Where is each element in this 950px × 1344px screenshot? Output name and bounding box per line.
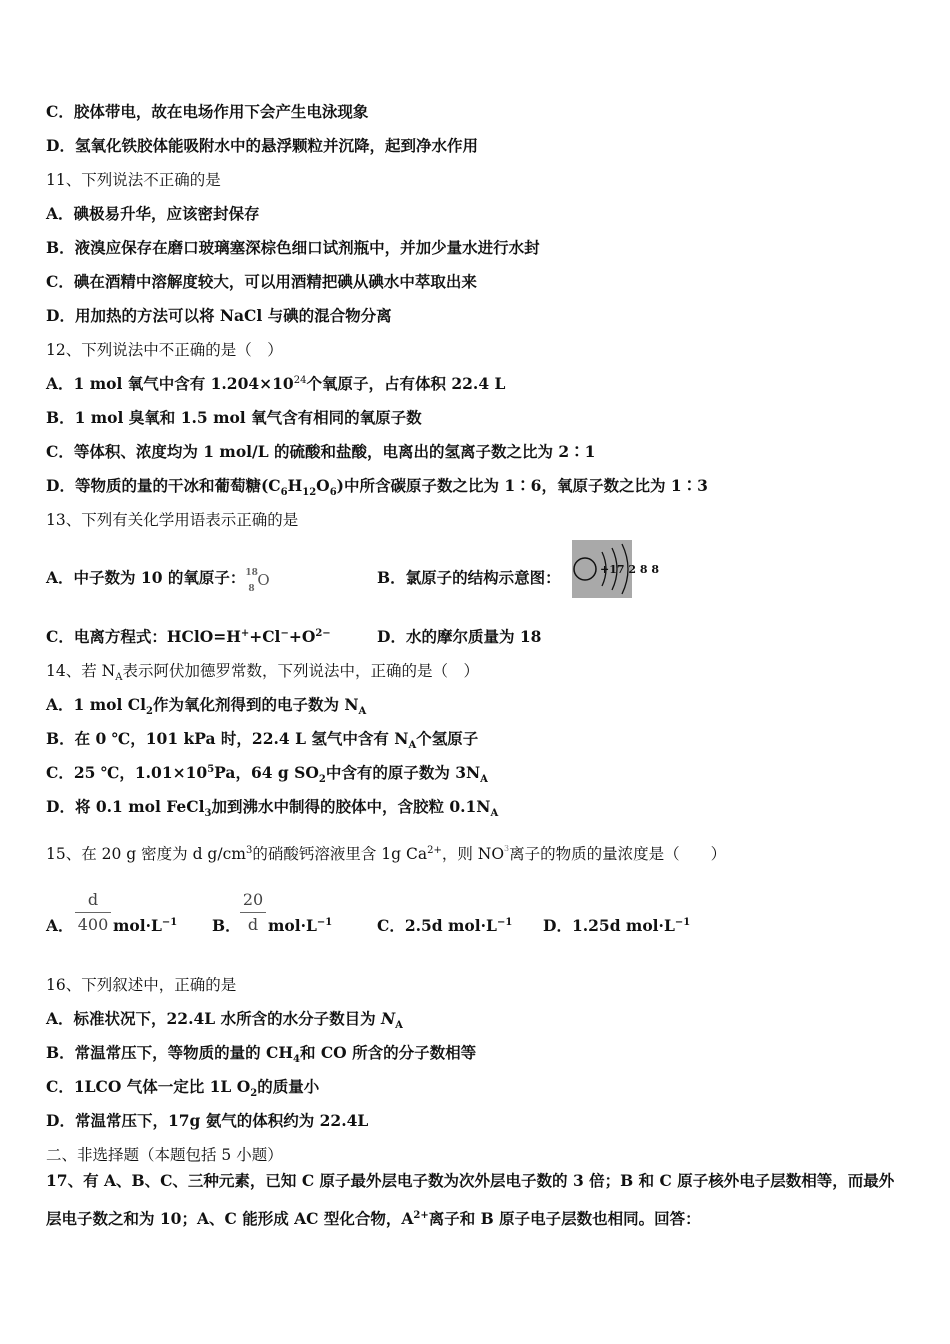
q13-option-a: A．中子数为 10 的氧原子： 18 8 O: [46, 568, 270, 594]
q12-option-d: D．等物质的量的干冰和葡萄糖$(C_6H_{12}O_6)$中所含碳原子数之比为 1∶6，氧原子数之比为 1∶3: [46, 476, 708, 499]
question-13: 13、下列有关化学用语表示正确的是: [46, 511, 299, 529]
q15-option-b-unit: $mol\cdot L^{-1}$: [268, 916, 333, 935]
q15-option-a-label: A．: [46, 916, 74, 935]
q13-option-d: D．水的摩尔质量为 18: [377, 627, 542, 646]
question-11: 11、下列说法不正确的是: [46, 171, 221, 189]
q16-option-c: C．1LCO 气体一定比 1L $O_2$的质量小: [46, 1077, 320, 1100]
atom-diagram-label: +17 2 8 8: [600, 563, 659, 576]
question-17-line-1: 17、有 A、B、C、三种元素，已知 C 原子最外层电子数为次外层电子数的 3 倍；B 和 C 原子核外电子层数相等，而最外: [46, 1171, 895, 1190]
q12-option-c: C．等体积、浓度均为 1 mol/L 的硫酸和盐酸，电离出的氢离子数之比为 2∶1: [46, 442, 596, 461]
option-c-colloid: C．胶体带电，故在电场作用下会产生电泳现象: [46, 102, 369, 121]
q11-option-b: B．液溴应保存在磨口玻璃塞深棕色细口试剂瓶中，并加少量水进行水封: [46, 238, 540, 257]
q11-option-d: D．用加热的方法可以将 NaCl 与碘的混合物分离: [46, 306, 392, 325]
q14-option-c: C．25 ℃，$1.01\times 10^5Pa$，64 g $SO_2$中含有的原子数为 $3N_A$: [46, 763, 488, 786]
q15-option-b-label: B．: [212, 916, 241, 935]
q11-option-c: C．碘在酒精中溶解度较大，可以用酒精把碘从碘水中萃取出来: [46, 272, 477, 291]
q14-option-a: A．1 mol $Cl_2$作为氧化剂得到的电子数为 $N_A$: [46, 695, 367, 718]
question-15: 15、在 20 g 密度为 d $g/cm^3$的硝酸钙溶液里含 1g $Ca^{2+}$，则 $NO^3$离子的物质的量浓度是（ ）: [46, 844, 727, 863]
question-17-line-2: 层电子数之和为 10；A、C 能形成 AC 型化合物，$A^{2+}$离子和 B 原子电子层数也相同。回答：: [46, 1209, 701, 1228]
q16-option-a: A．标准状况下，22.4L 水所含的水分子数目为 $N_A$: [46, 1009, 403, 1032]
q15-option-d: D．1.25d $mol\cdot L^{-1}$: [543, 916, 691, 935]
question-12: 12、下列说法中不正确的是（ ）: [46, 341, 283, 359]
q14-option-b: B．在 0 ℃，101 kPa 时，22.4 L 氢气中含有 $N_A$个氢原子: [46, 729, 479, 752]
q12-option-b: B．1 mol 臭氧和 1.5 mol 氧气含有相同的氧原子数: [46, 408, 422, 427]
q14-option-d: D．将 0.1 mol FeCl$_3$加到沸水中制得的胶体中，含胶粒 $0.1N_A$: [46, 797, 499, 820]
section-2-heading: 二、非选择题（本题包括 5 小题）: [46, 1146, 283, 1164]
oxygen-isotope-symbol: 18 8 O: [245, 568, 270, 594]
q13-option-b: B．氯原子的结构示意图：: [377, 568, 561, 587]
q16-option-d: D．常温常压下，17g 氨气的体积约为 22.4L: [46, 1111, 369, 1130]
q15-option-a-unit: $mol\cdot L^{-1}$: [113, 916, 178, 935]
q13-option-c: C．电离方程式：$HClO=H^++Cl^-+O^{2-}$: [46, 627, 331, 646]
question-16: 16、下列叙述中，正确的是: [46, 976, 237, 994]
question-14: 14、若 $N_A$表示阿伏加德罗常数，下列说法中，正确的是（ ）: [46, 662, 479, 684]
q15-option-c: C．2.5d $mol\cdot L^{-1}$: [377, 916, 513, 935]
q15-option-a-fraction: d 400: [75, 890, 111, 935]
q16-option-b: B．常温常压下，等物质的量的 $CH_4$和 CO 所含的分子数相等: [46, 1043, 477, 1066]
q12-option-a: A．1 mol 氧气中含有 $1.204\times 10^{24}$个氧原子，占有体积 22.4 L: [46, 374, 506, 393]
chlorine-atom-diagram: [572, 540, 659, 598]
q11-option-a: A．碘极易升华，应该密封保存: [46, 204, 260, 223]
option-d-colloid: D．氢氧化铁胶体能吸附水中的悬浮颗粒并沉降，起到净水作用: [46, 136, 478, 155]
q15-option-b-fraction: 20 d: [240, 890, 266, 935]
